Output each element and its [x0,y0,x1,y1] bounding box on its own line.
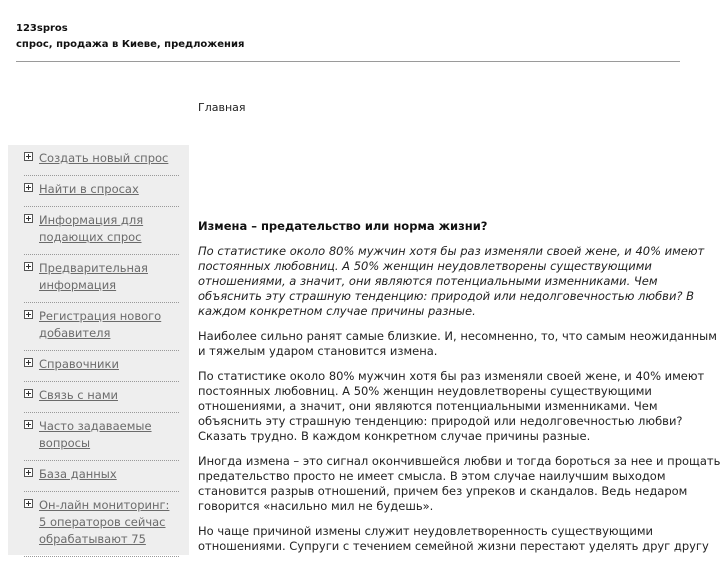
sidebar-link-database[interactable]: База данных [39,467,117,481]
plus-expand-icon [24,358,33,367]
header-divider [16,61,680,62]
sidebar-link-registration[interactable]: Регистрация нового добавителя [39,309,162,340]
sidebar-link-preliminary-info[interactable]: Предварительная информация [39,261,148,292]
article-paragraph: По статистике около 80% мужчин хотя бы раз изменяли своей жене, и 40% имеют постоянных любовниц. А 50% женщин неудовлетворены существующими отношениями, а значит, они являются потенциальными изменниками. Чем объяснить эту страшную тенденцию: природой или недолговечностью любви? Сказать трудно. В каждом конкретном случае причины разные. [198,369,705,443]
sidebar-item-faq[interactable] [24,413,179,461]
sidebar-link-contact[interactable]: Связь с нами [39,388,118,402]
plus-expand-icon [24,183,33,192]
sidebar-menu-list [8,145,189,557]
sidebar-link-info-for-submitters[interactable]: Информация для подающих спрос [39,213,144,244]
sidebar-item-online-monitoring[interactable] [24,492,179,557]
sidebar-link-search-requests[interactable]: Найти в спросах [39,182,139,196]
plus-expand-icon [24,389,33,398]
sidebar-link-directories[interactable]: Справочники [39,357,119,371]
plus-expand-icon [24,214,33,223]
site-name: 123spros [16,23,68,34]
plus-expand-icon [24,152,33,161]
sidebar-item-info-for-submitters[interactable] [24,207,179,255]
breadcrumb-home[interactable]: Главная [198,101,246,114]
article-title: Измена – предательство или норма жизни? [198,219,488,233]
sidebar-item-contact[interactable] [24,382,179,413]
sidebar-item-directories[interactable] [24,351,179,382]
sidebar-menu [8,145,189,555]
sidebar-item-registration[interactable] [24,303,179,351]
article-content [198,219,722,564]
plus-expand-icon [24,262,33,271]
sidebar-item-search-requests[interactable] [24,176,179,207]
sidebar-link-online-monitoring[interactable]: Он-лайн мониторинг: 5 операторов сейчас обрабатывают 75 [39,498,170,546]
plus-expand-icon [24,499,33,508]
sidebar-item-database[interactable] [24,461,179,492]
site-tagline: спрос, продажа в Киеве, предложения [16,39,245,50]
plus-expand-icon [24,468,33,477]
article-paragraph: Иногда измена – это сигнал окончившейся любви и тогда бороться за нее и прощать предательство просто не имеет смысла. В этом случае наилучшим выходом становится разрыв отношений, причем без упреков и скандалов. Ведь недаром говорится «насильно мил не будешь». [198,454,721,513]
sidebar-link-create-request[interactable]: Создать новый спрос [39,151,169,165]
article-intro: По статистике около 80% мужчин хотя бы раз изменяли своей жене, и 40% имеют постоянных любовниц. А 50% женщин неудовлетворены существующими отношениями, а значит, они являются потенциальными изменниками. Чем объяснить эту страшную тенденцию: природой или недолговечностью любви? В каждом конкретном случае причины разные. [198,244,705,318]
article-paragraph: Но чаще причиной измены служит неудовлетворенность существующими отношениями. Супруги с течением семейной жизни перестают уделять друг другу [198,524,709,553]
plus-expand-icon [24,420,33,429]
sidebar-item-create-request[interactable] [24,145,179,176]
article-paragraph: Наиболее сильно ранят самые близкие. И, несомненно, то, что самым неожиданным и тяжелым ударом становится измена. [198,329,717,358]
plus-expand-icon [24,310,33,319]
sidebar-link-faq[interactable]: Часто задаваемые вопросы [39,419,152,450]
sidebar-item-preliminary-info[interactable] [24,255,179,303]
